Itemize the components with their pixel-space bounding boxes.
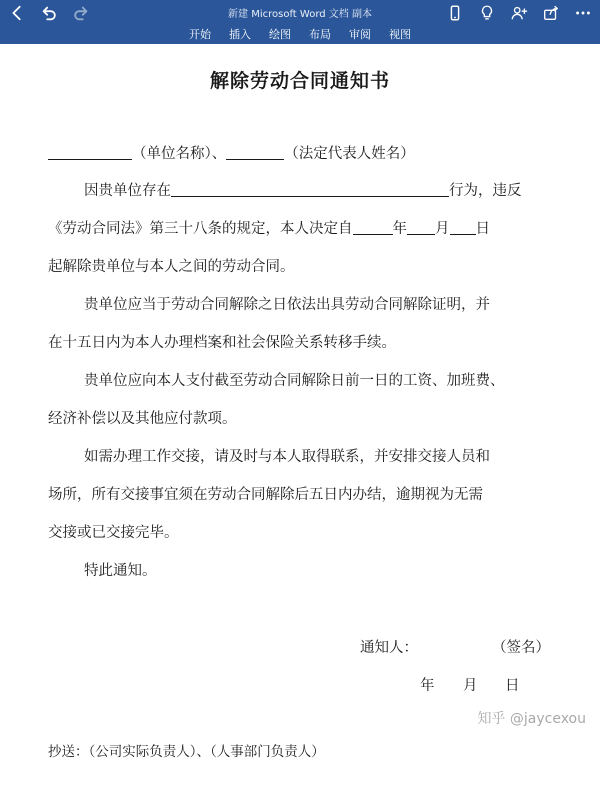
date-day: 日: [505, 678, 520, 694]
closing-line: 特此通知。: [84, 563, 157, 579]
toolbar-right-group: [444, 2, 594, 24]
para1-text-b: 行为，违反: [449, 183, 522, 199]
month-blank[interactable]: [407, 220, 435, 235]
unit-name-label: （单位名称）、: [132, 146, 227, 162]
addressee-line: [48, 144, 415, 164]
tab-draw[interactable]: 绘图: [269, 28, 291, 41]
tab-view[interactable]: 视图: [389, 28, 411, 41]
date-year: 年: [420, 678, 435, 694]
month-label: 月: [435, 221, 450, 237]
unit-name-blank[interactable]: [48, 145, 132, 160]
behavior-blank[interactable]: [171, 182, 449, 197]
year-blank[interactable]: [353, 220, 393, 235]
tab-layout[interactable]: 布局: [309, 28, 331, 41]
para1-line2: [48, 219, 490, 239]
day-label: 日: [475, 221, 490, 237]
para4-line1: 如需办理工作交接，请及时与本人取得联系，并安排交接人员和: [84, 449, 490, 465]
cc-line: 抄送：（公司实际负责人）、（人事部门负责人）: [48, 744, 325, 760]
legal-rep-blank[interactable]: [226, 145, 284, 160]
para1-text-a: 因贵单位存在: [84, 183, 171, 199]
year-label: 年: [392, 221, 407, 237]
day-blank[interactable]: [450, 220, 476, 235]
add-user-icon[interactable]: [508, 2, 530, 24]
zhihu-watermark: 知乎 @jaycexou: [477, 711, 586, 727]
para1-line1: [84, 181, 522, 201]
para2-line1: 贵单位应当于劳动合同解除之日依法出具劳动合同解除证明，并: [84, 297, 490, 313]
para2-line2: 在十五日内为本人办理档案和社会保险关系转移手续。: [48, 335, 396, 351]
notifier-label: 通知人：: [360, 640, 418, 656]
para4-line3: 交接或已交接完毕。: [48, 525, 179, 541]
phone-view-icon[interactable]: [444, 2, 466, 24]
legal-rep-label: （法定代表人姓名）: [284, 146, 415, 162]
para4-line2: 场所，所有交接事宜须在劳动合同解除后五日内办结，逾期视为无需: [48, 487, 483, 503]
document-title: 新建 Microsoft Word 文档 副本: [228, 9, 372, 20]
lightbulb-icon[interactable]: [476, 2, 498, 24]
para1-line3: 起解除贵单位与本人之间的劳动合同。: [48, 259, 295, 275]
para3-line2: 经济补偿以及其他应付款项。: [48, 411, 237, 427]
word-toolbar: [0, 0, 600, 44]
para1-text-c: 《劳动合同法》第三十八条的规定，本人决定自: [48, 221, 353, 237]
signature-label: （签名）: [492, 640, 550, 656]
date-month: 月: [463, 678, 478, 694]
document-page[interactable]: [0, 44, 600, 791]
document-heading: 解除劳动合同通知书: [209, 70, 390, 92]
tab-insert[interactable]: 插入: [229, 28, 251, 41]
para3-line1: 贵单位应向本人支付截至劳动合同解除日前一日的工资、加班费、: [84, 373, 505, 389]
more-icon[interactable]: [572, 2, 594, 24]
tab-review[interactable]: 审阅: [349, 28, 371, 41]
ribbon-tabs: [0, 26, 600, 42]
share-icon[interactable]: [540, 2, 562, 24]
tab-home[interactable]: 开始: [189, 28, 211, 41]
